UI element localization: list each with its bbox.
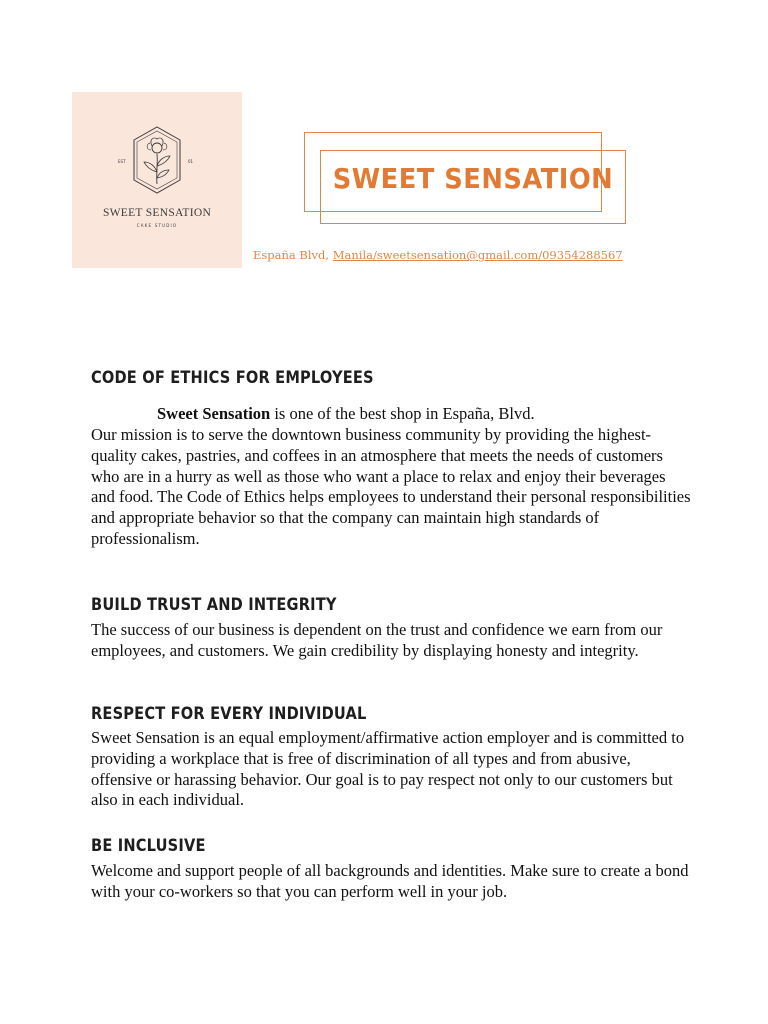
ethics-intro: [91, 404, 691, 425]
inclusive-heading: BE INCLUSIVE: [91, 836, 206, 856]
trust-heading: BUILD TRUST AND INTEGRITY: [91, 595, 337, 615]
logo-right-mark: 01: [188, 159, 194, 164]
ethics-body: Our mission is to serve the downtown business community by providing the highest-quality cakes, pastries, and coffees in an atmosphere that meets the needs of customers who are in a hurry as well as those who want a place to relax and enjoy their beverages and food. The Code of Ethics helps employees to understand their personal responsibilities and appropriate behavior so that the company can maintain high standards of professionalism.: [91, 425, 691, 548]
logo-subtitle: CAKE STUDIO: [136, 223, 178, 228]
logo-name: SWEET SENSATION: [102, 207, 212, 219]
respect-heading: RESPECT FOR EVERY INDIVIDUAL: [91, 704, 367, 724]
brand-title: SWEET SENSATION: [332, 162, 614, 195]
logo-left-mark: EST: [118, 159, 126, 164]
ethics-heading: CODE OF ETHICS FOR EMPLOYEES: [91, 368, 374, 388]
contact-line: [253, 248, 623, 262]
ethics-intro-brand: Sweet Sensation: [157, 404, 271, 423]
inclusive-body: Welcome and support people of all backgrounds and identities. Make sure to create a bond with your co-workers so that you can perform well in your job.: [91, 861, 689, 901]
trust-body: The success of our business is dependent on the trust and confidence we earn from our employees, and customers. We gain credibility by displaying honesty and integrity.: [91, 620, 663, 660]
contact-link[interactable]: Manila/sweetsensation@gmail.com/09354288567: [332, 248, 623, 262]
ethics-intro-text: is one of the best shop in España, Blvd.: [270, 404, 535, 423]
respect-body: Sweet Sensation is an equal employment/affirmative action employer and is committed to providing a workplace that is free of discrimination of all types and from abusive, offensive or harassing behavior. Our goal is to pay respect not only to our customers but also in each individual.: [91, 728, 685, 810]
contact-address: España Blvd,: [253, 248, 333, 262]
hexagon-flower-icon: [72, 92, 242, 268]
logo: [72, 92, 242, 268]
